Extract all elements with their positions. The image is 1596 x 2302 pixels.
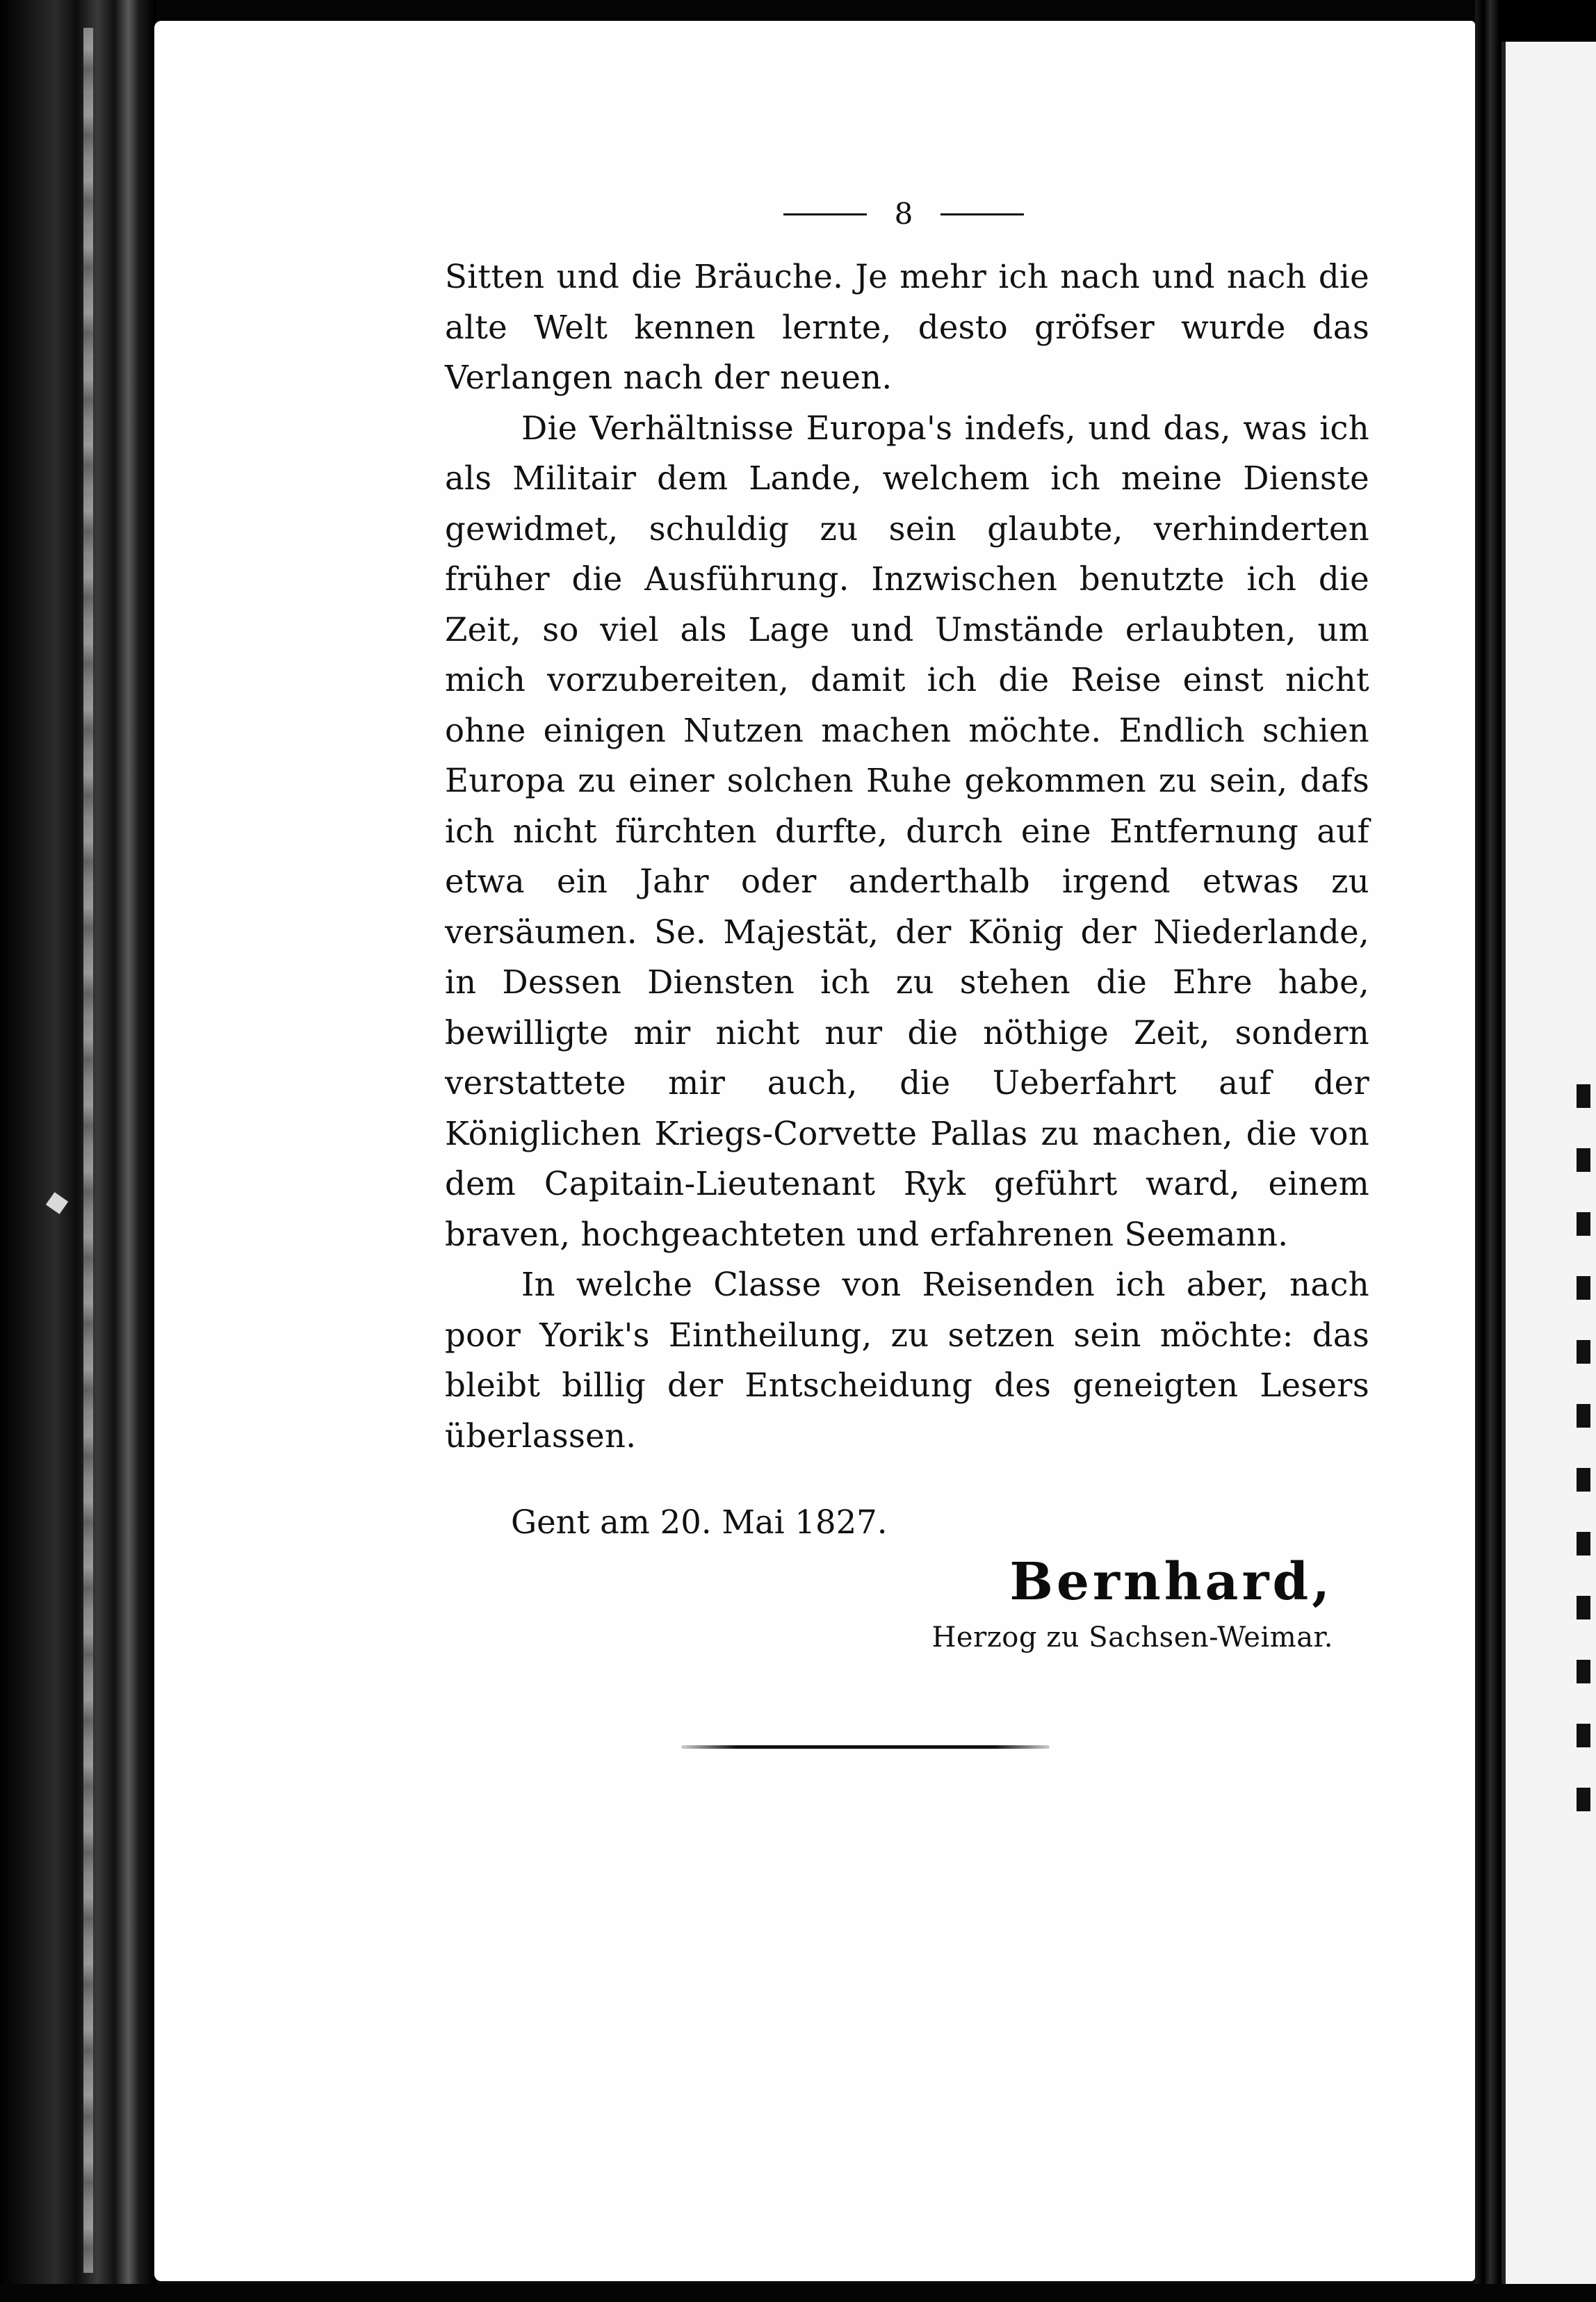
facing-page-text-fragments [1577, 1084, 1590, 1849]
signature-name: Bernhard, [1009, 1552, 1333, 1612]
scan-border-bottom [0, 2284, 1596, 2302]
paragraph-traveller-class: In welche Classe von Reisenden ich aber, nach poor Yorik's Eintheilung, zu setzen sein möchte: das bleibt billig der Entscheidung des geneigten Lesers überlassen. [445, 1266, 1369, 1455]
scan-border-top [0, 0, 1596, 21]
page-number: 8 [894, 197, 913, 231]
header-rule-right [940, 213, 1024, 215]
closing-rule [681, 1745, 1050, 1749]
header-rule-left [783, 213, 867, 215]
page-stack-edge [83, 28, 93, 2273]
dateline: Gent am 20. Mai 1827. [511, 1503, 888, 1541]
book-binding-edge [0, 0, 156, 2302]
page-header [758, 193, 1050, 235]
body-text [445, 252, 1369, 1461]
paragraph-continuation: Sitten und die Bräuche. Je mehr ich nach und nach die alte Welt kennen lernte, desto gröfser wurde das Verlangen nach der neuen. [445, 258, 1369, 396]
signature-title: Herzog zu Sachsen-Weimar. [931, 1622, 1333, 1654]
signature-block [932, 1547, 1333, 1658]
paragraph-circumstances: Die Verhältnisse Europa's indefs, und das, was ich als Militair dem Lande, welchem ich meine Dienste gewidmet, schuldig zu sein glaubte, verhinderten früher die Ausführung. Inzwischen benutzte ich die Zeit, so viel als Lage und Umstände erlaubten, um mich vorzubereiten, damit ich die Reise einst nicht ohne einigen Nutzen machen möchte. Endlich schien Europa zu einer solchen Ruhe gekommen zu sein, dafs ich nicht fürchten durfte, durch eine Entfernung auf etwa ein Jahr oder anderthalb irgend etwas zu versäumen. Se. Majestät, der König der Niederlande, in Dessen Diensten ich zu stehen die Ehre habe, bewilligte mir nicht nur die nöthige Zeit, sondern verstattete mir auch, die Ueberfahrt auf der Königlichen Kriegs-Corvette Pallas zu machen, die von dem Capitain-Lieutenant Ryk geführt ward, einem braven, hochgeachteten und erfahrenen Seemann. [445, 409, 1369, 1253]
